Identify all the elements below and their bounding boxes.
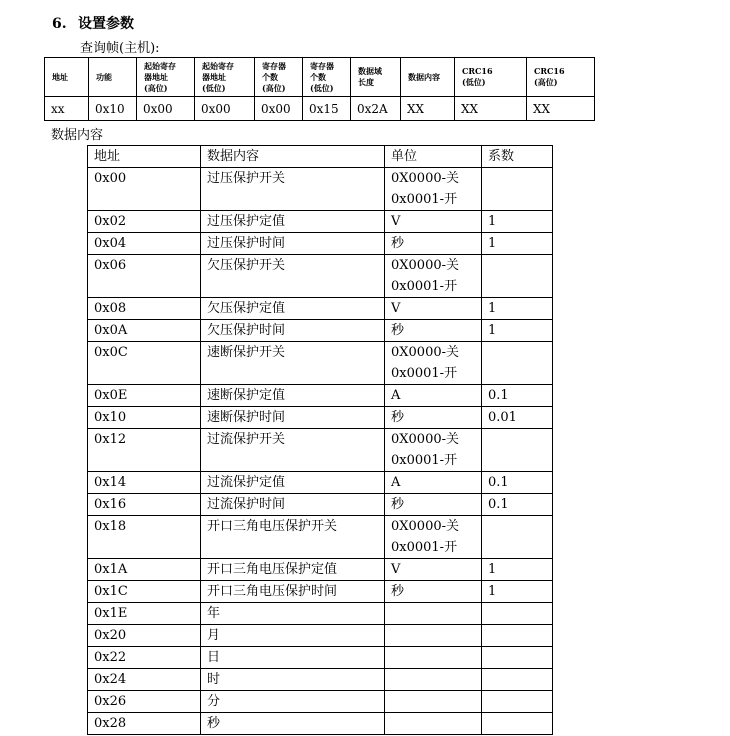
address-cell: 0x1A: [88, 559, 201, 581]
address-cell: 0x00: [88, 168, 201, 211]
content-cell: 过流保护定值: [201, 472, 385, 494]
unit-cell: [385, 516, 482, 559]
section-number: 6.: [52, 16, 67, 32]
data-header-row: [88, 146, 553, 168]
table-row: [88, 603, 553, 625]
table-row: [88, 625, 553, 647]
coefficient-cell: 0.1: [482, 385, 553, 407]
address-cell: 0x08: [88, 298, 201, 320]
unit-cell: [385, 494, 482, 516]
coefficient-cell: [482, 429, 553, 472]
frame-header-line: (低位): [310, 82, 334, 93]
table-row: [88, 559, 553, 581]
unit-line: 0x0001-开: [391, 540, 458, 555]
coefficient-cell: 1: [482, 320, 553, 342]
address-cell: 0x26: [88, 691, 201, 713]
frame-header-line: 个数: [262, 71, 278, 82]
frame-header-cell: [45, 58, 89, 97]
table-row: [88, 713, 553, 735]
coefficient-cell: [482, 255, 553, 298]
unit-line: 0x0001-开: [391, 453, 458, 468]
address-cell: 0x02: [88, 211, 201, 233]
unit-line: 秒: [391, 497, 405, 512]
table-row: [88, 407, 553, 429]
data-header-cell: 地址: [88, 146, 201, 168]
frame-value-cell: 0x00: [137, 97, 195, 121]
frame-header-line: 数据内容: [408, 71, 440, 82]
address-cell: 0x28: [88, 713, 201, 735]
table-row: [88, 691, 553, 713]
frame-value-cell: XX: [455, 97, 527, 121]
content-cell: 过流保护开关: [201, 429, 385, 472]
frame-header-line: 起始寄存: [202, 60, 234, 71]
unit-line: 0X0000-关: [391, 345, 460, 360]
content-cell: 速断保护时间: [201, 407, 385, 429]
content-cell: 欠压保护开关: [201, 255, 385, 298]
data-header-cell: 单位: [385, 146, 482, 168]
table-row: [88, 233, 553, 255]
frame-value-cell: 0x2A: [351, 97, 401, 121]
content-cell: 时: [201, 669, 385, 691]
unit-cell: [385, 647, 482, 669]
unit-cell: [385, 559, 482, 581]
coefficient-cell: 1: [482, 559, 553, 581]
coefficient-cell: [482, 625, 553, 647]
table-row: [88, 298, 553, 320]
coefficient-cell: [482, 713, 553, 735]
frame-header-line: 数据域: [358, 66, 382, 76]
content-cell: 过压保护时间: [201, 233, 385, 255]
unit-cell: [385, 603, 482, 625]
unit-cell: [385, 691, 482, 713]
frame-value-cell: 0x10: [89, 97, 137, 121]
unit-line: 秒: [391, 584, 405, 599]
coefficient-cell: [482, 669, 553, 691]
address-cell: 0x12: [88, 429, 201, 472]
table-row: [88, 581, 553, 603]
frame-header-line: (高位): [144, 82, 168, 93]
table-row: [88, 211, 553, 233]
address-cell: 0x0A: [88, 320, 201, 342]
frame-header-line: (高位): [262, 82, 286, 93]
unit-line: 秒: [391, 323, 405, 338]
content-cell: 秒: [201, 713, 385, 735]
unit-line: 0X0000-关: [391, 519, 460, 534]
table-row: [88, 168, 553, 211]
unit-line: 0x0001-开: [391, 192, 458, 207]
unit-cell: [385, 385, 482, 407]
frame-header-line: 长度: [358, 77, 374, 87]
frame-value-cell: xx: [45, 97, 89, 121]
section-title: 设置参数: [78, 16, 134, 32]
coefficient-cell: 1: [482, 233, 553, 255]
coefficient-cell: 1: [482, 211, 553, 233]
content-cell: 欠压保护定值: [201, 298, 385, 320]
table-row: [88, 320, 553, 342]
address-cell: 0x06: [88, 255, 201, 298]
content-cell: 月: [201, 625, 385, 647]
unit-cell: [385, 429, 482, 472]
query-frame-table: [44, 57, 595, 121]
unit-line: V: [391, 301, 401, 316]
address-cell: 0x04: [88, 233, 201, 255]
frame-value-cell: 0x15: [303, 97, 351, 121]
table-row: [88, 385, 553, 407]
unit-cell: [385, 407, 482, 429]
content-cell: 过压保护开关: [201, 168, 385, 211]
content-cell: 过流保护时间: [201, 494, 385, 516]
data-header-cell: 系数: [482, 146, 553, 168]
frame-header-line: 器地址: [202, 71, 226, 82]
query-frame-label: 查询帧(主机):: [80, 41, 160, 56]
content-cell: 速断保护定值: [201, 385, 385, 407]
unit-cell: [385, 255, 482, 298]
address-cell: 0x0E: [88, 385, 201, 407]
coefficient-cell: 0.01: [482, 407, 553, 429]
unit-line: 0X0000-关: [391, 171, 460, 186]
table-row: [88, 342, 553, 385]
unit-line: V: [391, 214, 401, 229]
unit-cell: [385, 342, 482, 385]
unit-line: 0x0001-开: [391, 366, 458, 381]
unit-cell: [385, 320, 482, 342]
unit-line: 秒: [391, 236, 405, 251]
unit-cell: [385, 581, 482, 603]
table-row: [88, 255, 553, 298]
frame-value-row: [45, 97, 595, 121]
coefficient-cell: [482, 603, 553, 625]
unit-cell: [385, 669, 482, 691]
content-cell: 开口三角电压保护时间: [201, 581, 385, 603]
unit-cell: [385, 233, 482, 255]
frame-header-line: CRC16: [462, 66, 493, 76]
unit-line: A: [391, 475, 401, 490]
unit-cell: [385, 713, 482, 735]
coefficient-cell: 0.1: [482, 494, 553, 516]
table-row: [88, 429, 553, 472]
table-row: [88, 516, 553, 559]
coefficient-cell: 0.1: [482, 472, 553, 494]
address-cell: 0x10: [88, 407, 201, 429]
content-cell: 年: [201, 603, 385, 625]
address-cell: 0x0C: [88, 342, 201, 385]
unit-line: 0X0000-关: [391, 432, 460, 447]
unit-line: 秒: [391, 410, 405, 425]
frame-value-cell: 0x00: [195, 97, 255, 121]
content-cell: 分: [201, 691, 385, 713]
frame-value-cell: XX: [401, 97, 455, 121]
address-cell: 0x1E: [88, 603, 201, 625]
frame-header-line: 起始寄存: [144, 60, 176, 71]
coefficient-cell: 1: [482, 581, 553, 603]
table-row: [88, 472, 553, 494]
section-heading: [52, 13, 134, 33]
register-data-table: [87, 145, 553, 735]
frame-header-line: 器地址: [144, 71, 168, 82]
unit-cell: [385, 298, 482, 320]
unit-line: A: [391, 388, 401, 403]
unit-line: 0x0001-开: [391, 279, 458, 294]
table-row: [88, 647, 553, 669]
frame-header-line: (低位): [462, 77, 486, 87]
content-cell: 过压保护定值: [201, 211, 385, 233]
coefficient-cell: [482, 647, 553, 669]
address-cell: 0x18: [88, 516, 201, 559]
table-row: [88, 669, 553, 691]
frame-header-cell: [401, 58, 455, 97]
data-content-label: 数据内容: [51, 128, 104, 143]
address-cell: 0x14: [88, 472, 201, 494]
coefficient-cell: [482, 168, 553, 211]
coefficient-cell: [482, 342, 553, 385]
frame-header-row: [45, 58, 595, 97]
address-cell: 0x1C: [88, 581, 201, 603]
frame-header-cell: [455, 58, 527, 97]
unit-cell: [385, 625, 482, 647]
content-cell: 欠压保护时间: [201, 320, 385, 342]
address-cell: 0x20: [88, 625, 201, 647]
data-header-cell: 数据内容: [201, 146, 385, 168]
content-cell: 开口三角电压保护定值: [201, 559, 385, 581]
frame-value-cell: XX: [527, 97, 595, 121]
unit-line: 0X0000-关: [391, 258, 460, 273]
coefficient-cell: [482, 691, 553, 713]
frame-header-cell: [527, 58, 595, 97]
table-row: [88, 494, 553, 516]
frame-header-line: 地址: [52, 71, 68, 82]
unit-cell: [385, 168, 482, 211]
unit-cell: [385, 211, 482, 233]
frame-header-line: CRC16: [534, 66, 565, 76]
frame-header-cell: [137, 58, 195, 97]
frame-header-line: (低位): [202, 82, 226, 93]
unit-line: V: [391, 562, 401, 577]
content-cell: 速断保护开关: [201, 342, 385, 385]
unit-cell: [385, 472, 482, 494]
address-cell: 0x22: [88, 647, 201, 669]
frame-header-line: 功能: [96, 71, 112, 82]
frame-header-line: 寄存器: [262, 60, 286, 71]
coefficient-cell: 1: [482, 298, 553, 320]
address-cell: 0x16: [88, 494, 201, 516]
coefficient-cell: [482, 516, 553, 559]
frame-header-line: 寄存器: [310, 60, 334, 71]
address-cell: 0x24: [88, 669, 201, 691]
content-cell: 日: [201, 647, 385, 669]
frame-header-cell: [89, 58, 137, 97]
content-cell: 开口三角电压保护开关: [201, 516, 385, 559]
frame-header-cell: [351, 58, 401, 97]
frame-value-cell: 0x00: [255, 97, 303, 121]
frame-header-cell: [303, 58, 351, 97]
frame-header-line: (高位): [534, 77, 558, 87]
frame-header-cell: [255, 58, 303, 97]
frame-header-line: 个数: [310, 71, 326, 82]
frame-header-cell: [195, 58, 255, 97]
